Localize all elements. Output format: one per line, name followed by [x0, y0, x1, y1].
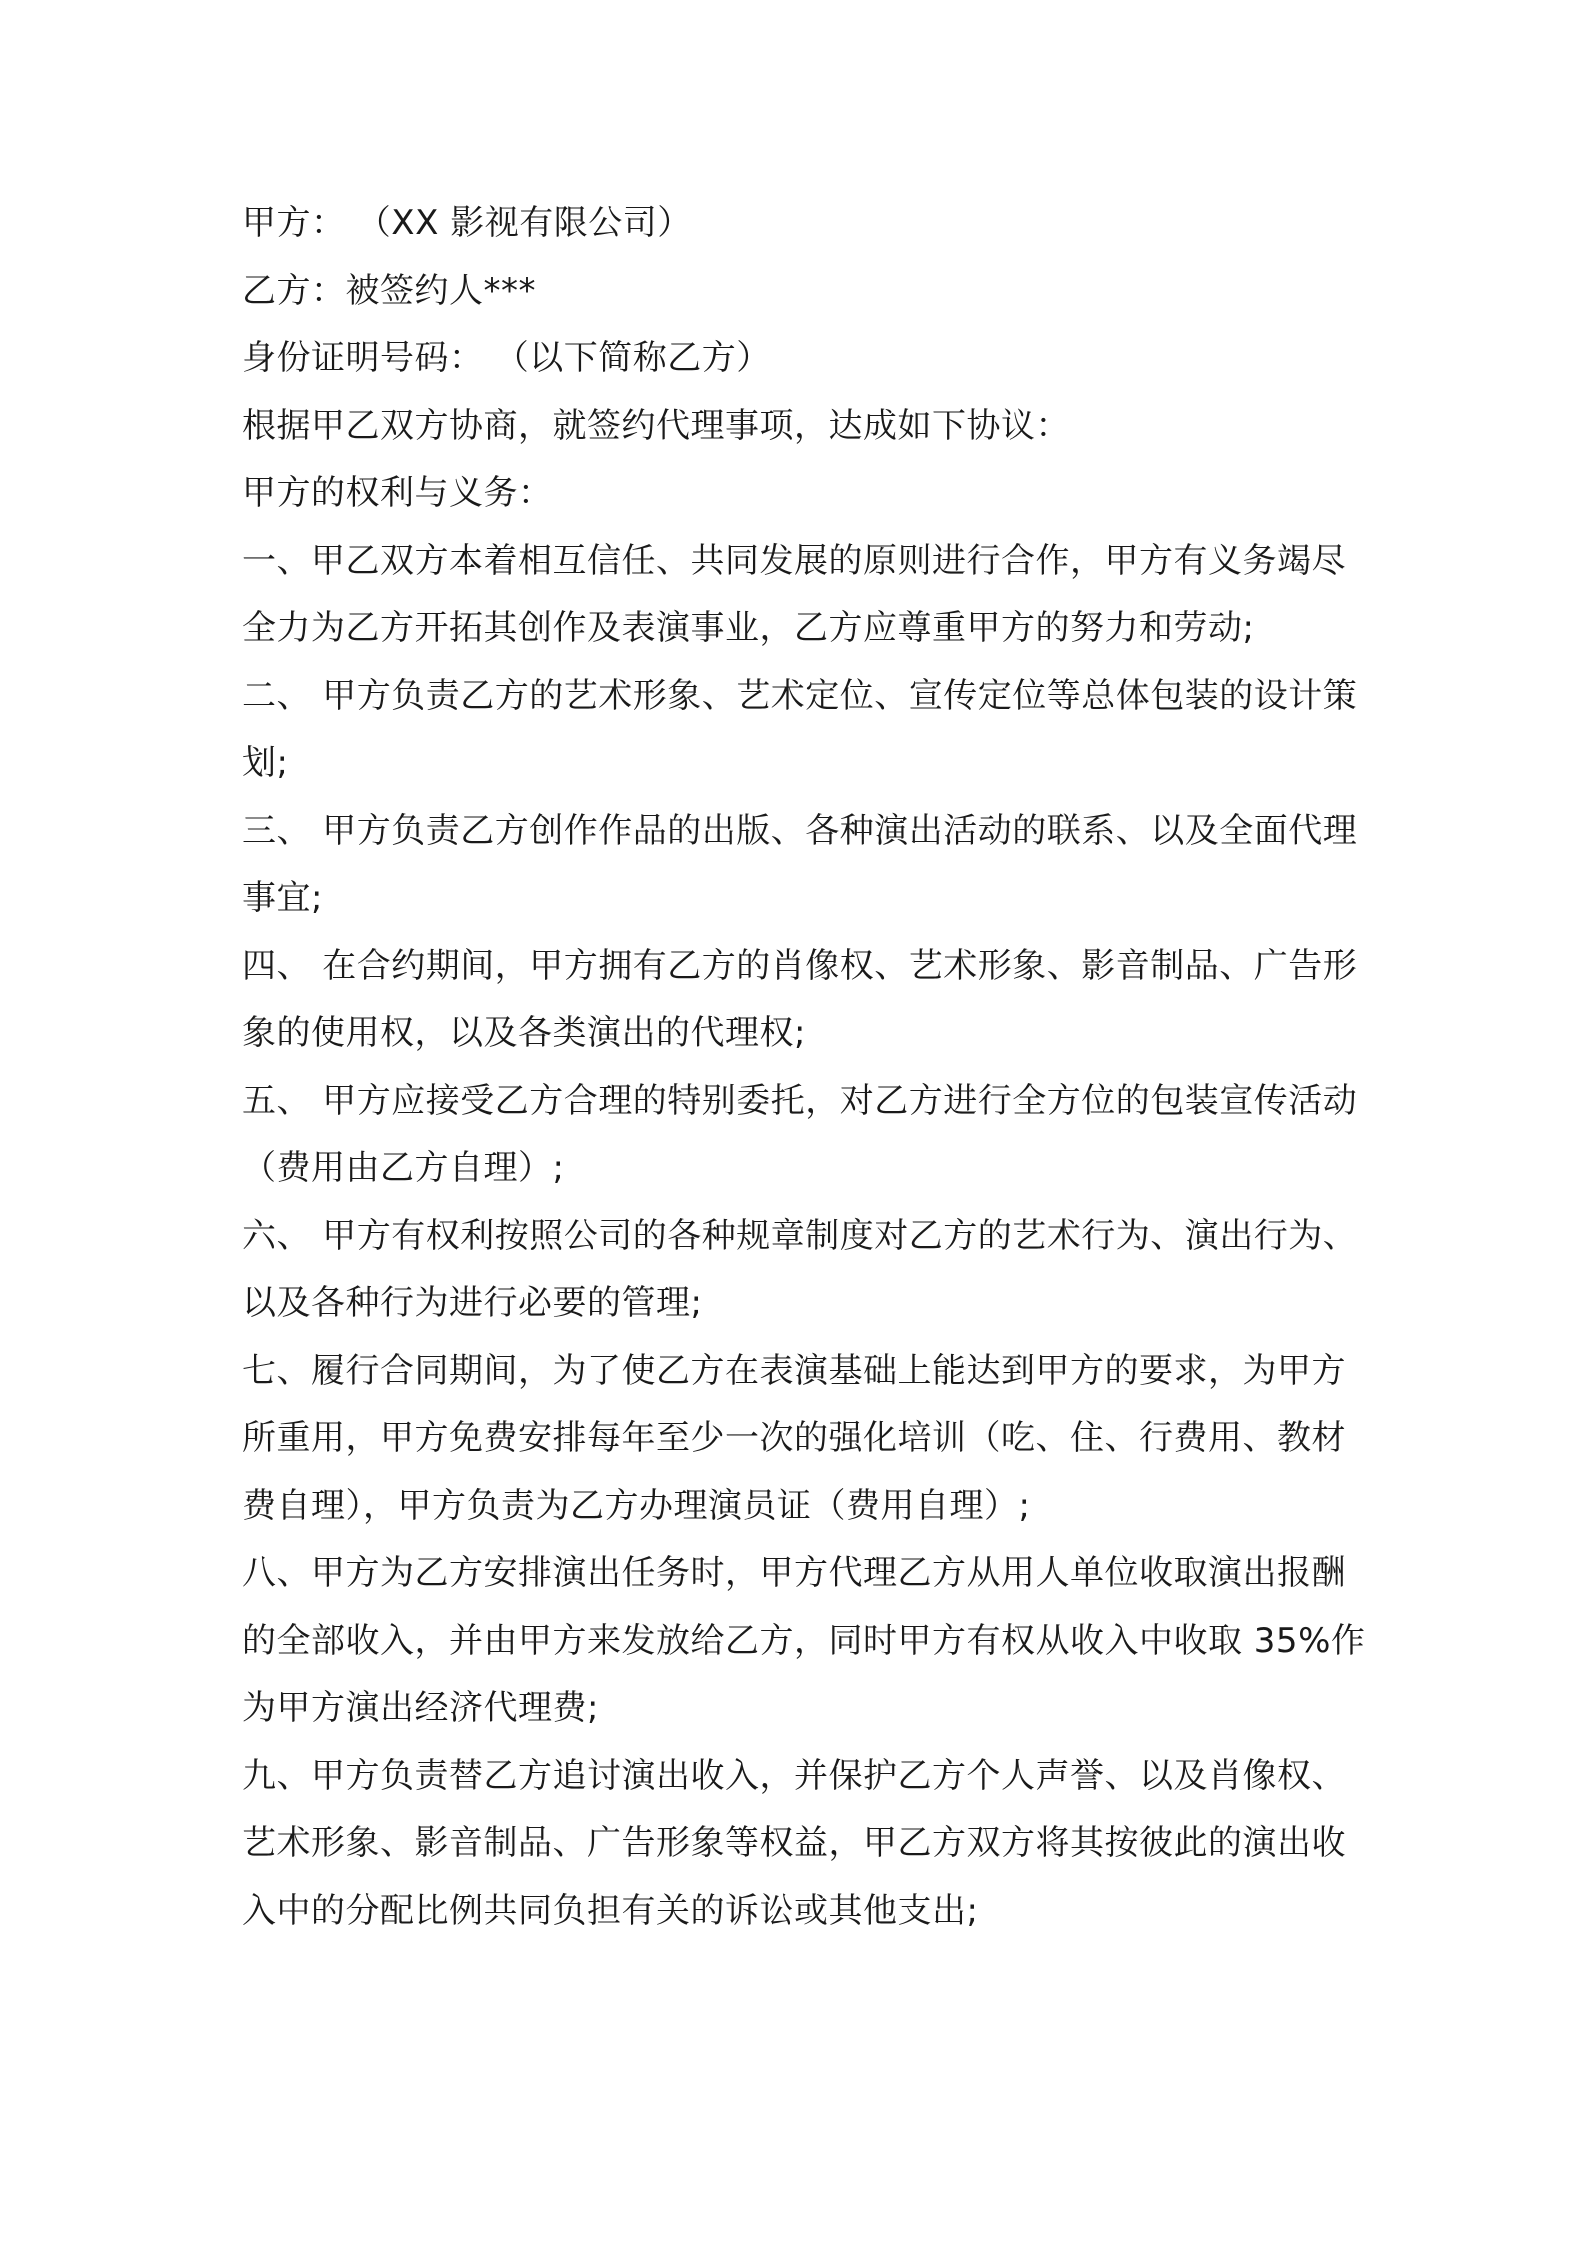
- clause-6: 六、 甲方有权利按照公司的各种规章制度对乙方的艺术行为、演出行为、以及各种行为进行必要的管理;: [242, 1215, 1358, 1323]
- party-b-line: 乙方：被签约人***: [242, 270, 536, 311]
- agreement-intro: 根据甲乙双方协商，就签约代理事项，达成如下协议：: [242, 405, 1070, 446]
- contract-body: [242, 190, 1372, 1945]
- section-heading: 甲方的权利与义务：: [242, 473, 553, 513]
- clause-3: 三、 甲方负责乙方创作作品的出版、各种演出活动的联系、以及全面代理事宜;: [242, 810, 1358, 918]
- clause-1: 一、甲乙双方本着相互信任、共同发展的原则进行合作，甲方有义务竭尽全力为乙方开拓其创作及表演事业，乙方应尊重甲方的努力和劳动;: [242, 540, 1346, 648]
- clause-9: 九、甲方负责替乙方追讨演出收入，并保护乙方个人声誉、以及肖像权、艺术形象、影音制品、广告形象等权益，甲乙方双方将其按彼此的演出收入中的分配比例共同负担有关的诉讼或其他支出;: [242, 1755, 1346, 1931]
- party-a-line: 甲方： （XX 影视有限公司）: [242, 203, 692, 243]
- id-number-line: 身份证明号码： （以下简称乙方）: [242, 338, 771, 378]
- clause-7: 七、履行合同期间，为了使乙方在表演基础上能达到甲方的要求，为甲方所重用，甲方免费安排每年至少一次的强化培训（吃、住、行费用、教材费自理），甲方负责为乙方办理演员证（费用自理）;: [242, 1350, 1346, 1526]
- clause-2: 二、 甲方负责乙方的艺术形象、艺术定位、宣传定位等总体包装的设计策划;: [242, 675, 1358, 783]
- clause-4: 四、 在合约期间，甲方拥有乙方的肖像权、艺术形象、影音制品、广告形象的使用权，以及各类演出的代理权;: [242, 945, 1358, 1053]
- clause-5: 五、 甲方应接受乙方合理的特别委托，对乙方进行全方位的包装宣传活动（费用由乙方自理）;: [242, 1080, 1358, 1188]
- clause-8: 八、甲方为乙方安排演出任务时，甲方代理乙方从用人单位收取演出报酬的全部收入，并由甲方来发放给乙方，同时甲方有权从收入中收取 35%作为甲方演出经济代理费;: [242, 1553, 1366, 1728]
